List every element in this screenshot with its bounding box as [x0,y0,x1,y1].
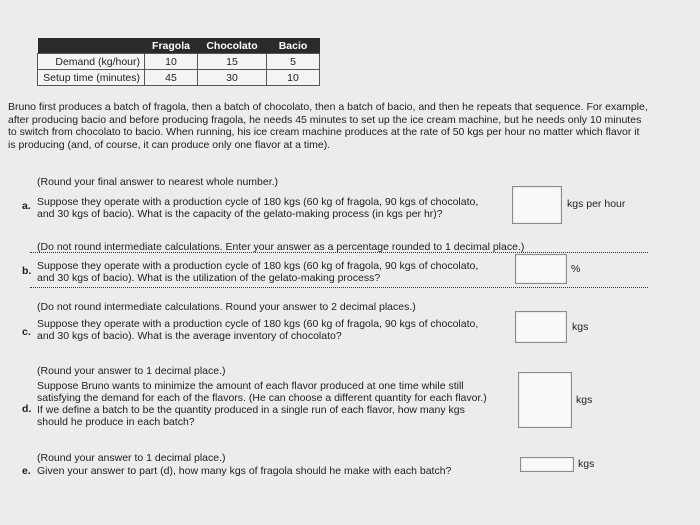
table-cell: 30 [198,70,267,86]
question-line: If we define a batch to be the quantity produced in a single run of each flavor, how many kgs [37,404,465,416]
question-hint: (Round your final answer to nearest whole number.) [37,176,279,188]
unit-label: kgs [576,394,593,406]
table-header-row [38,38,320,54]
unit-label: kgs [572,321,589,333]
unit-label: % [571,263,581,275]
question-text [37,196,478,220]
table-cell: 10 [267,70,320,86]
question-text [37,260,478,284]
question-hint: (Do not round intermediate calculations. Round your answer to 2 decimal places.) [37,301,416,313]
question-hint: (Round your answer to 1 decimal place.) [37,452,226,464]
answer-input-a[interactable] [512,186,562,224]
column-header: Fragola [145,38,198,54]
demand-setup-table [37,38,320,86]
question-line: satisfying the demand for each of the flavors. (He can choose a different quantity for each flavor.) [37,392,487,404]
row-header: Setup time (minutes) [38,70,145,86]
question-line: should he produce in each batch? [37,416,195,428]
question-line: and 30 kgs of bacio). What is the utilization of the gelato-making process? [37,272,381,284]
question-text [37,465,451,477]
question-line: Given your answer to part (d), how many kgs of fragola should he make with each batch? [37,465,452,477]
question-line: and 30 kgs of bacio). What is the average inventory of chocolato? [37,330,342,342]
question-letter: e. [22,465,31,477]
question-letter: d. [22,403,32,415]
table-row [38,70,320,86]
question-line: Suppose they operate with a production cycle of 180 kgs (60 kg of fragola, 90 kgs of chocolato, [37,196,479,208]
question-line: and 30 kgs of bacio). What is the capacity of the gelato-making process (in kgs per hr)? [37,208,443,220]
question-letter: a. [22,200,31,212]
question-letter: c. [22,326,31,338]
problem-intro: Bruno first produces a batch of fragola, then a batch of chocolato, then a batch of bacio, and then he repeats that sequence. For example, after producing bacio and before producing fragola, he needs 45 minutes to set up the ice cream machine, but he needs only 10 minutes to switch from chocolato to bacio. When running, his ice cream machine produces at the rate of 50 kgs per hour no matter which flavor it is producing (and, of course, it can produce only one flavor at a time). [8,101,648,151]
column-header: Bacio [267,38,320,54]
question-hint: (Do not round intermediate calculations. Enter your answer as a percentage rounded to 1 decimal place.) [37,241,525,253]
table-corner-cell [38,38,145,54]
table-row [38,54,320,70]
unit-label: kgs [578,458,595,470]
table-cell: 10 [145,54,198,70]
question-line: Suppose they operate with a production cycle of 180 kgs (60 kg of fragola, 90 kgs of chocolato, [37,260,479,272]
question-letter: b. [22,265,32,277]
divider [30,287,648,288]
table-cell: 15 [198,54,267,70]
answer-input-e[interactable] [520,457,574,472]
answer-input-b[interactable] [515,254,567,284]
table-cell: 45 [145,70,198,86]
row-header: Demand (kg/hour) [38,54,145,70]
table-cell: 5 [267,54,320,70]
answer-input-c[interactable] [515,311,567,343]
question-line: Suppose they operate with a production cycle of 180 kgs (60 kg of fragola, 90 kgs of chocolato, [37,318,479,330]
question-text [37,318,478,342]
question-hint: (Round your answer to 1 decimal place.) [37,365,226,377]
question-line: Suppose Bruno wants to minimize the amount of each flavor produced at one time while still [37,380,464,392]
column-header: Chocolato [198,38,267,54]
question-text [37,380,487,428]
unit-label: kgs per hour [567,198,626,210]
answer-input-d[interactable] [518,372,572,428]
